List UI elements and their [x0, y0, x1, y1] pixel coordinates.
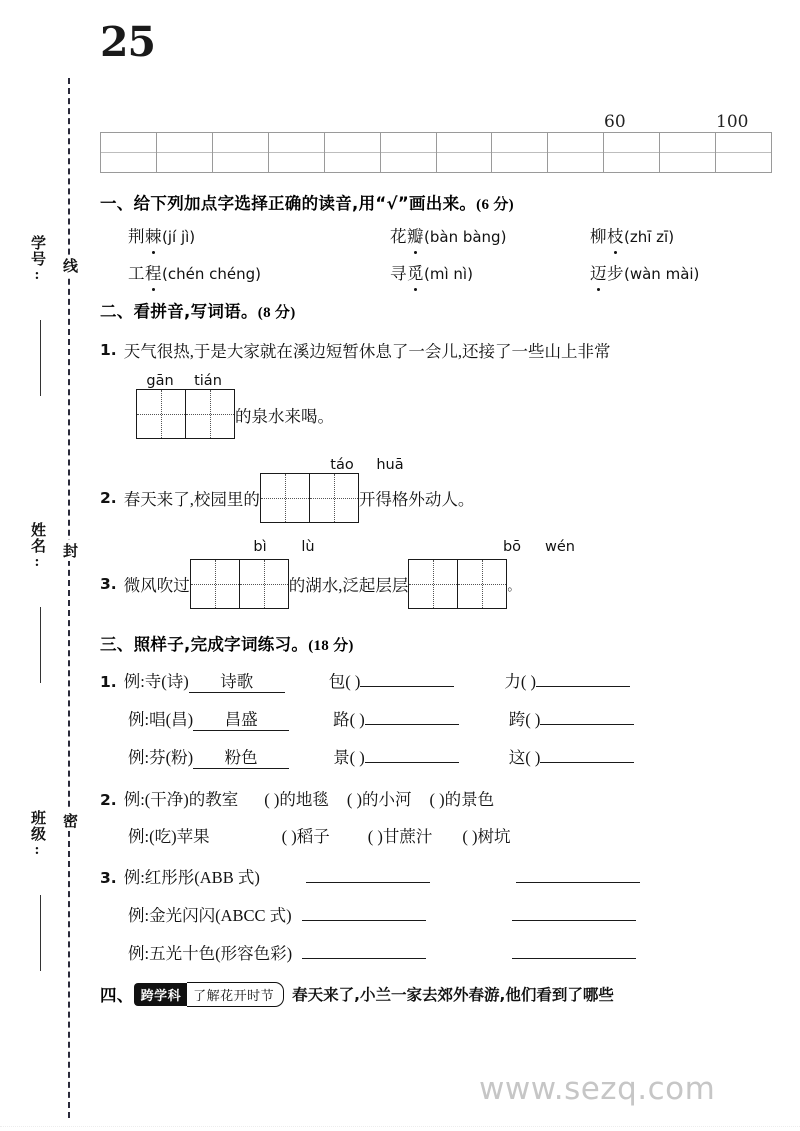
- pinyin-options[interactable]: (bàn bàng): [424, 228, 507, 246]
- margin-field-class: 班级:: [29, 810, 45, 859]
- pinyin-options[interactable]: (wàn mài): [624, 265, 700, 283]
- word-prefix: 荆: [128, 227, 145, 246]
- section-1-points: (6 分): [476, 197, 514, 213]
- pinyin-hint-row: [318, 457, 790, 473]
- section-1-heading: [100, 190, 790, 214]
- section-1-title: 给下列加点字选择正确的读音,用“√”画出来。: [133, 194, 477, 213]
- margin-rule-class: [40, 895, 41, 971]
- section-2-title: 看拼音,写词语。: [133, 302, 258, 321]
- example-answer: 粉色: [193, 744, 289, 769]
- character-grid[interactable]: [408, 559, 507, 609]
- example-answer: 诗歌: [189, 668, 285, 693]
- fill-in-phrase[interactable]: ( )的小河: [346, 790, 412, 809]
- character-cell[interactable]: [458, 560, 506, 608]
- answer-blank[interactable]: [540, 707, 634, 725]
- character-cell[interactable]: [409, 560, 458, 608]
- section-3-heading: [100, 631, 790, 655]
- character-cell[interactable]: [310, 474, 358, 522]
- dotted-character: 枝: [607, 223, 624, 247]
- answer-blank[interactable]: [302, 941, 426, 959]
- pinyin-choice-item[interactable]: [590, 223, 674, 247]
- seal-char-mi: 密: [58, 810, 80, 831]
- pinyin-hint: huā: [376, 457, 404, 473]
- word-prefix: 柳: [590, 227, 607, 246]
- pinyin-options[interactable]: (mì nì): [424, 265, 473, 283]
- section-3-group-3-row: [100, 864, 790, 888]
- blank-prompt: 跨( ): [508, 710, 541, 729]
- score-grid-column[interactable]: [381, 133, 437, 172]
- item-number: 3.: [100, 869, 117, 887]
- section-4-text: 春天来了,小兰一家去郊外春游,他们看到了哪些: [292, 986, 614, 1005]
- page-number: 25: [100, 18, 156, 66]
- section-2-item-3: [100, 539, 790, 609]
- section-2-heading: [100, 298, 790, 322]
- score-grid-column[interactable]: [213, 133, 269, 172]
- pinyin-options[interactable]: (jí jì): [162, 228, 196, 246]
- word-prefix: 寻: [390, 264, 407, 283]
- dotted-character: 程: [145, 260, 162, 284]
- seal-dashed-line: [68, 78, 70, 1118]
- blank-prompt: 力( ): [504, 672, 537, 691]
- pinyin-hint: lù: [301, 539, 315, 555]
- score-grid-column[interactable]: [660, 133, 716, 172]
- score-grid-area: [100, 108, 772, 173]
- section-3-group-3-row: [128, 902, 790, 926]
- pinyin-choice-item[interactable]: [128, 223, 390, 247]
- section-4-number: 四、: [100, 986, 134, 1006]
- section-1-items: [128, 223, 790, 284]
- fill-in-phrase[interactable]: ( )稻子: [281, 827, 330, 846]
- pinyin-hint: bō: [502, 539, 522, 555]
- score-grid-column[interactable]: [325, 133, 381, 172]
- section-3-title: 照样子,完成字词练习。: [133, 635, 309, 654]
- section-1-number: 一、: [100, 194, 134, 213]
- answer-blank[interactable]: [536, 669, 630, 687]
- dotted-character: 棘: [145, 223, 162, 247]
- character-cell[interactable]: [137, 390, 186, 438]
- pinyin-hint-row: [488, 539, 584, 555]
- example-character: 唱(昌): [149, 710, 194, 729]
- character-grid[interactable]: [136, 389, 235, 439]
- section-2-item-2: [100, 457, 790, 523]
- item-sentence-after: 的泉水来喝。: [235, 407, 334, 426]
- fill-in-phrase[interactable]: ( )的地毯: [264, 790, 329, 809]
- pinyin-choice-item[interactable]: [390, 223, 590, 247]
- blank-prompt: 景( ): [333, 748, 365, 767]
- section-3-number: 三、: [100, 635, 134, 654]
- section-1-row: [128, 260, 790, 284]
- answer-blank[interactable]: [306, 865, 430, 883]
- pinyin-options[interactable]: (chén chéng): [162, 265, 261, 283]
- pinyin-hint-row: [136, 373, 790, 389]
- item-sentence-before: 天气很热,于是大家就在溪边短暂休息了一会儿,还接了一些山上非常: [123, 342, 611, 361]
- answer-blank[interactable]: [365, 745, 459, 763]
- bottom-edge-line: [0, 1126, 800, 1127]
- fill-in-phrase[interactable]: ( )树坑: [462, 827, 511, 846]
- item-sentence-middle: 的湖水,泛起层层: [288, 576, 409, 595]
- item-number: 1.: [100, 341, 117, 359]
- answer-blank[interactable]: [516, 865, 640, 883]
- topic-tag: 了解花开时节: [187, 982, 284, 1007]
- pinyin-hint-row: [236, 539, 332, 555]
- seal-char-xian: 线: [58, 255, 80, 276]
- fill-in-phrase[interactable]: ( )的景色: [429, 790, 495, 809]
- example-character: 芬(粉): [149, 748, 194, 767]
- pinyin-hint: wén: [545, 539, 575, 555]
- section-3-group-3-row: [128, 940, 790, 964]
- score-grid-column[interactable]: [604, 133, 660, 172]
- item-sentence-before: 微风吹过: [123, 576, 190, 595]
- dotted-character: 瓣: [407, 223, 424, 247]
- character-grid[interactable]: [190, 559, 289, 609]
- seal-char-feng: 封: [58, 540, 80, 561]
- section-3-group-1-row: [128, 744, 790, 769]
- example-phrase: 例:红彤彤(ABB 式): [123, 868, 260, 887]
- score-grid-table[interactable]: [100, 132, 772, 173]
- example-phrase: 例:五光十色(形容色彩): [128, 944, 293, 963]
- item-sentence-after: 开得格外动人。: [358, 490, 475, 509]
- word-suffix: 步: [607, 264, 624, 283]
- item-number: 3.: [100, 575, 117, 593]
- site-watermark: www.sezq.com: [479, 1071, 716, 1107]
- blank-prompt: 包( ): [328, 672, 361, 691]
- pinyin-hint: bì: [253, 539, 267, 555]
- pinyin-choice-item[interactable]: [590, 260, 699, 284]
- answer-blank[interactable]: [512, 941, 636, 959]
- blank-prompt: 路( ): [333, 710, 365, 729]
- score-grid-column[interactable]: [492, 133, 548, 172]
- section-4-heading: [100, 982, 790, 1007]
- section-1-row: [128, 223, 790, 247]
- word-prefix: 工: [128, 264, 145, 283]
- example-phrase: 例:金光闪闪(ABCC 式): [128, 906, 292, 925]
- answer-blank[interactable]: [360, 669, 454, 687]
- section-3-group-3: [100, 864, 790, 964]
- margin-rule-name: [40, 607, 41, 683]
- section-3-group-2-row: [128, 823, 790, 847]
- section-2-points: (8 分): [257, 305, 296, 321]
- section-2-number: 二、: [100, 302, 134, 321]
- word-prefix: 花: [390, 227, 407, 246]
- example-label: 例:: [123, 672, 145, 691]
- answer-blank[interactable]: [365, 707, 459, 725]
- pinyin-hint: táo: [330, 457, 354, 473]
- character-cell[interactable]: [186, 390, 234, 438]
- section-2-item-1-text: [100, 338, 790, 362]
- character-grid[interactable]: [260, 473, 359, 523]
- character-cell[interactable]: [191, 560, 240, 608]
- blank-prompt: 这( ): [508, 748, 541, 767]
- dotted-character: 迈: [590, 260, 607, 284]
- answer-blank[interactable]: [512, 903, 636, 921]
- section-3-group-2: [100, 786, 790, 847]
- score-grid-column[interactable]: [157, 133, 213, 172]
- score-grid-column[interactable]: [716, 133, 772, 172]
- section-3-group-1: [100, 668, 790, 769]
- example-label: 例:: [128, 710, 150, 729]
- pinyin-hint: gān: [146, 373, 174, 389]
- example-phrase: 例:(吃)苹果: [128, 827, 210, 846]
- pinyin-choice-item[interactable]: [390, 260, 590, 284]
- score-mark-100: 100: [716, 112, 749, 132]
- pinyin-options[interactable]: (zhī zī): [624, 228, 675, 246]
- example-phrase: 例:(干净)的教室: [123, 790, 239, 809]
- section-3-group-1-row: [128, 706, 790, 731]
- character-cell[interactable]: [261, 474, 310, 522]
- margin-field-name: 姓名:: [29, 522, 45, 571]
- score-mark-60: 60: [604, 112, 626, 132]
- item-sentence-after: 。: [507, 577, 521, 593]
- example-answer: 昌盛: [193, 706, 289, 731]
- item-number: 2.: [100, 791, 117, 809]
- margin-field-student-id: 学号:: [29, 235, 45, 284]
- section-2-item-1-answer: [136, 373, 790, 439]
- cross-discipline-badge: 跨学科: [134, 983, 188, 1007]
- section-3-group-1-row: [100, 668, 790, 693]
- worksheet-content: [100, 190, 790, 1007]
- section-3-group-2-row: [100, 786, 790, 810]
- item-sentence-before: 春天来了,校园里的: [123, 490, 260, 509]
- example-label: 例:: [128, 748, 150, 767]
- answer-blank[interactable]: [302, 903, 426, 921]
- margin-rule-student-id: [40, 320, 41, 396]
- pinyin-choice-item[interactable]: [128, 260, 390, 284]
- pinyin-hint: tián: [194, 373, 222, 389]
- score-grid-marks: [100, 108, 772, 132]
- dotted-character: 觅: [407, 260, 424, 284]
- section-3-points: (18 分): [308, 638, 354, 654]
- score-grid-column[interactable]: [101, 133, 157, 172]
- example-character: 寺(诗): [144, 672, 189, 691]
- score-grid-column[interactable]: [548, 133, 604, 172]
- fill-in-phrase[interactable]: ( )甘蔗汁: [367, 827, 433, 846]
- score-grid-column[interactable]: [437, 133, 493, 172]
- score-grid-column[interactable]: [269, 133, 325, 172]
- item-number: 2.: [100, 489, 117, 507]
- character-cell[interactable]: [240, 560, 288, 608]
- answer-blank[interactable]: [540, 745, 634, 763]
- item-number: 1.: [100, 673, 117, 691]
